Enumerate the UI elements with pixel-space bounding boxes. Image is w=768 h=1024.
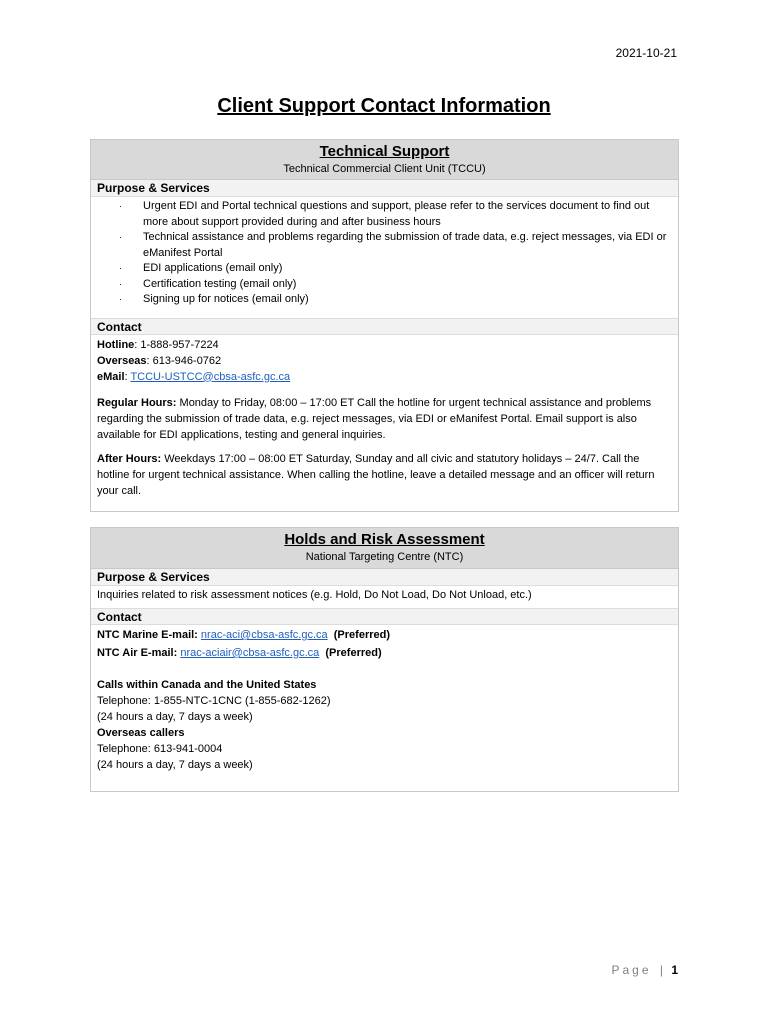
regular-hours-text: Monday to Friday, 08:00 – 17:00 ET Call the hotline for urgent technical assistance and problems regarding the submission of trade data, e.g. reject messages, via EDI or eManifest Portal. Email support is also available for EDI applications, testing and general inquiries. xyxy=(97,396,652,441)
document-date: 2021-10-21 xyxy=(615,46,677,60)
purpose-services-heading: Purpose & Services xyxy=(91,180,678,197)
holds-risk-subtitle: National Targeting Centre (NTC) xyxy=(305,551,464,563)
canada-phone: Telephone: 1-855-NTC-1CNC (1-855-682-1262) xyxy=(97,695,331,707)
bullet-icon: · xyxy=(119,201,122,211)
overseas-hours: (24 hours a day, 7 days a week) xyxy=(97,759,253,771)
after-hours-label: After Hours: xyxy=(97,452,162,465)
holds-risk-header xyxy=(91,528,678,569)
marine-email-line xyxy=(97,627,672,643)
ntc-contact-block xyxy=(91,625,678,773)
page-word: Page xyxy=(611,963,652,977)
purpose-services-heading: Purpose & Services xyxy=(91,569,678,586)
air-email-line xyxy=(97,645,672,661)
overseas-callers-label: Overseas callers xyxy=(97,727,185,739)
list-item: · Technical assistance and problems regarding the submission of trade data, e.g. reject messages, via EDI or eManifest Portal xyxy=(119,231,667,259)
hotline-number: : 1-888-957-7224 xyxy=(134,338,219,351)
page-title: Client Support Contact Information xyxy=(217,95,551,117)
preferred-label: (Preferred) xyxy=(325,647,382,659)
technical-contact-block xyxy=(91,335,678,499)
technical-support-title: Technical Support xyxy=(319,143,450,160)
holds-purpose-text: Inquiries related to risk assessment notices (e.g. Hold, Do Not Load, Do Not Unload, etc.) xyxy=(97,589,532,601)
list-item: · Signing up for notices (email only) xyxy=(91,292,678,308)
technical-support-section xyxy=(90,139,679,512)
page-number: 1 xyxy=(671,963,678,977)
overseas-phone: Telephone: 613-941-0004 xyxy=(97,743,223,755)
regular-hours-label: Regular Hours: xyxy=(97,396,177,409)
page-footer xyxy=(611,963,678,977)
contact-heading: Contact xyxy=(91,318,678,335)
after-hours-text: Weekdays 17:00 – 08:00 ET Saturday, Sunday and all civic and statutory holidays – 24/7. Call the hotline for urgent technical assistance. When calling the hotline, leave a detailed message and an officer will return your call. xyxy=(97,452,655,497)
holds-risk-section xyxy=(90,527,679,792)
hotline-label: Hotline xyxy=(97,338,135,351)
air-email-label: NTC Air E-mail: xyxy=(97,647,178,659)
list-item: · Certification testing (email only) xyxy=(91,277,678,293)
marine-email-link[interactable]: nrac-aci@cbsa-asfc.gc.ca xyxy=(200,629,328,641)
list-item: · EDI applications (email only) xyxy=(91,261,678,277)
canada-hours: (24 hours a day, 7 days a week) xyxy=(97,711,253,723)
page-separator: | xyxy=(659,963,663,977)
air-email-link[interactable]: nrac-aciair@cbsa-asfc.gc.ca xyxy=(180,647,320,659)
bullet-icon: · xyxy=(119,232,122,242)
bullet-icon: · xyxy=(119,294,122,304)
canada-calls-label: Calls within Canada and the United States xyxy=(97,679,317,691)
overseas-label: Overseas xyxy=(97,354,147,367)
holds-risk-title: Holds and Risk Assessment xyxy=(284,531,485,548)
email-line: eMail: TCCU-USTCC@cbsa-asfc.gc.ca xyxy=(97,370,291,383)
email-label: eMail xyxy=(97,370,125,383)
contact-heading: Contact xyxy=(91,608,678,625)
services-list xyxy=(91,197,678,318)
technical-support-subtitle: Technical Commercial Client Unit (TCCU) xyxy=(283,163,486,175)
tccu-email-link[interactable]: TCCU-USTCC@cbsa-asfc.gc.ca xyxy=(130,370,291,383)
overseas-number: : 613-946-0762 xyxy=(146,354,222,367)
after-hours-paragraph xyxy=(97,451,672,499)
bullet-icon: · xyxy=(119,263,122,273)
hotline-line xyxy=(97,337,672,353)
regular-hours-paragraph xyxy=(97,395,672,443)
marine-email-label: NTC Marine E-mail: xyxy=(97,629,198,641)
preferred-label: (Preferred) xyxy=(333,629,391,641)
technical-support-header xyxy=(91,140,678,180)
bullet-icon: · xyxy=(119,278,122,289)
list-item: · Urgent EDI and Portal technical questions and support, please refer to the services document to find out more about support provided during and after business hours xyxy=(119,200,650,228)
overseas-line xyxy=(97,353,672,369)
